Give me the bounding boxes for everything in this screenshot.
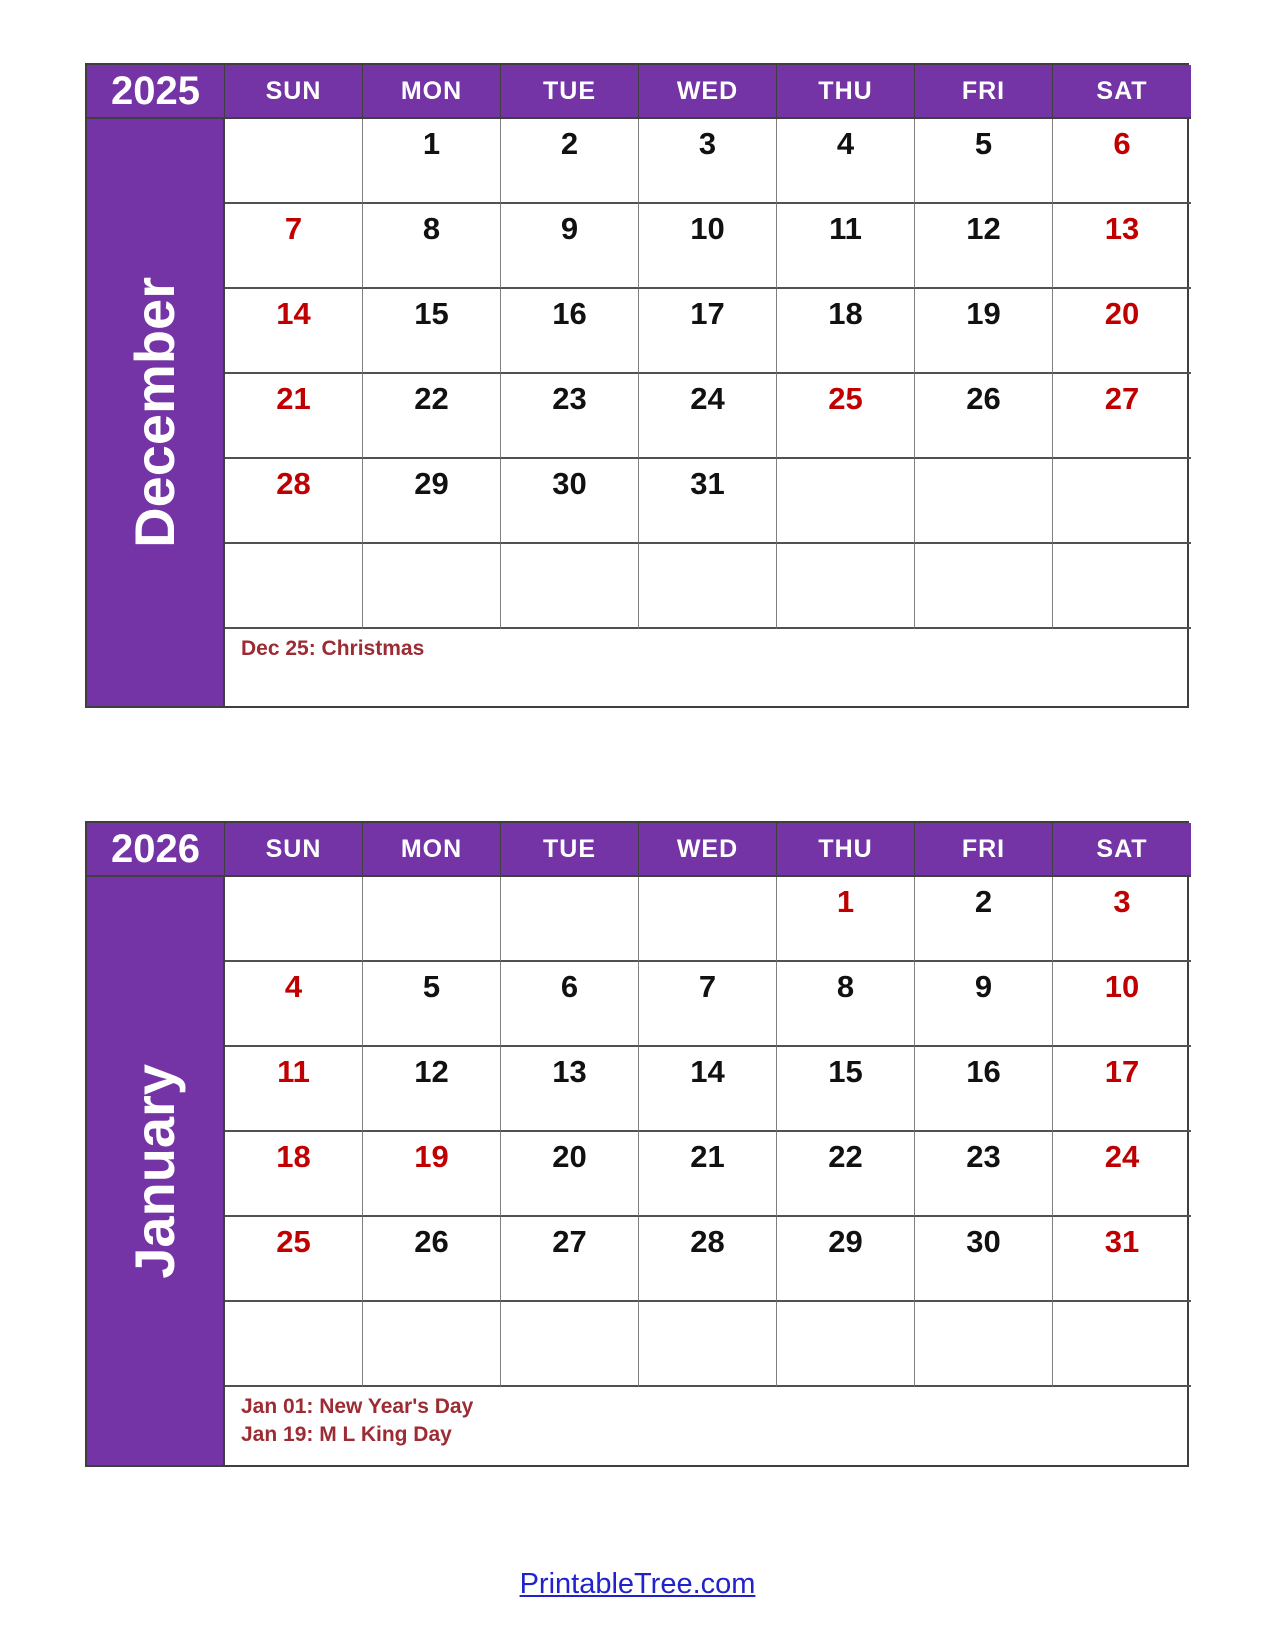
day-header-sun: SUN (225, 65, 363, 119)
day-cell: 20 (501, 1132, 639, 1217)
day-cell: 31 (639, 459, 777, 544)
day-cell: 25 (225, 1217, 363, 1302)
day-cell: 17 (1053, 1047, 1191, 1132)
year-label: 2026 (87, 823, 225, 877)
day-header-fri: FRI (915, 65, 1053, 119)
day-cell: 12 (915, 204, 1053, 289)
day-cell: 15 (363, 289, 501, 374)
day-cell: 9 (501, 204, 639, 289)
day-cell: 4 (777, 119, 915, 204)
day-cell (225, 544, 363, 629)
day-cell (1053, 1302, 1191, 1387)
day-cell: 7 (225, 204, 363, 289)
day-cell (777, 1302, 915, 1387)
day-cell: 1 (363, 119, 501, 204)
day-cell: 16 (915, 1047, 1053, 1132)
day-header-wed: WED (639, 65, 777, 119)
day-cell: 19 (363, 1132, 501, 1217)
day-cell: 3 (1053, 877, 1191, 962)
day-cell: 18 (777, 289, 915, 374)
calendar-january-2026 (85, 821, 1189, 1467)
day-cell: 23 (501, 374, 639, 459)
day-cell: 22 (777, 1132, 915, 1217)
day-cell: 6 (1053, 119, 1191, 204)
day-header-mon: MON (363, 823, 501, 877)
day-header-sun: SUN (225, 823, 363, 877)
day-cell: 2 (501, 119, 639, 204)
holiday-note: Jan 01: New Year's Day (241, 1395, 474, 1418)
day-cell: 13 (1053, 204, 1191, 289)
day-cell: 14 (639, 1047, 777, 1132)
holiday-note: Jan 19: M L King Day (241, 1423, 452, 1447)
day-cell (363, 544, 501, 629)
day-cell: 4 (225, 962, 363, 1047)
day-cell: 2 (915, 877, 1053, 962)
day-cell: 17 (639, 289, 777, 374)
day-cell: 8 (363, 204, 501, 289)
day-cell: 29 (363, 459, 501, 544)
day-cell: 9 (915, 962, 1053, 1047)
day-cell: 23 (915, 1132, 1053, 1217)
day-cell (1053, 544, 1191, 629)
day-cell: 14 (225, 289, 363, 374)
day-cell (1053, 459, 1191, 544)
day-header-thu: THU (777, 823, 915, 877)
day-cell: 7 (639, 962, 777, 1047)
day-cell (915, 459, 1053, 544)
day-cell: 20 (1053, 289, 1191, 374)
day-cell: 19 (915, 289, 1053, 374)
day-cell (225, 1302, 363, 1387)
day-cell: 11 (777, 204, 915, 289)
day-cell: 28 (639, 1217, 777, 1302)
day-cell: 27 (501, 1217, 639, 1302)
day-cell: 3 (639, 119, 777, 204)
day-cell: 15 (777, 1047, 915, 1132)
month-sidebar (87, 877, 225, 1465)
day-cell (639, 1302, 777, 1387)
day-header-tue: TUE (501, 65, 639, 119)
holiday-note: Dec 25: Christmas (241, 637, 425, 660)
day-cell (225, 119, 363, 204)
day-cell: 24 (639, 374, 777, 459)
day-header-sat: SAT (1053, 65, 1191, 119)
day-cell: 10 (639, 204, 777, 289)
day-cell: 16 (501, 289, 639, 374)
day-cell (501, 544, 639, 629)
day-cell: 12 (363, 1047, 501, 1132)
day-header-wed: WED (639, 823, 777, 877)
day-cell: 28 (225, 459, 363, 544)
day-cell: 24 (1053, 1132, 1191, 1217)
day-cell (915, 1302, 1053, 1387)
day-cell: 18 (225, 1132, 363, 1217)
day-cell: 21 (225, 374, 363, 459)
day-cell: 26 (363, 1217, 501, 1302)
day-cell: 29 (777, 1217, 915, 1302)
day-cell: 22 (363, 374, 501, 459)
day-cell (777, 544, 915, 629)
page-footer (0, 1568, 1275, 1601)
day-cell: 10 (1053, 962, 1191, 1047)
day-header-sat: SAT (1053, 823, 1191, 877)
day-cell: 13 (501, 1047, 639, 1132)
day-cell: 5 (915, 119, 1053, 204)
day-header-tue: TUE (501, 823, 639, 877)
holiday-footer (225, 629, 1191, 706)
day-cell: 25 (777, 374, 915, 459)
day-cell (501, 1302, 639, 1387)
day-cell: 11 (225, 1047, 363, 1132)
day-cell: 30 (501, 459, 639, 544)
day-cell: 30 (915, 1217, 1053, 1302)
day-cell (501, 877, 639, 962)
day-header-mon: MON (363, 65, 501, 119)
year-label: 2025 (87, 65, 225, 119)
day-cell (363, 1302, 501, 1387)
day-cell (639, 544, 777, 629)
month-name: January (123, 1063, 186, 1279)
holiday-footer (225, 1387, 1191, 1465)
day-cell (225, 877, 363, 962)
site-link[interactable]: PrintableTree.com (519, 1568, 756, 1600)
day-cell: 1 (777, 877, 915, 962)
month-name: December (123, 277, 186, 548)
month-sidebar (87, 119, 225, 706)
day-cell: 6 (501, 962, 639, 1047)
calendar-december-2025 (85, 63, 1189, 708)
day-cell: 8 (777, 962, 915, 1047)
day-header-thu: THU (777, 65, 915, 119)
day-cell (363, 877, 501, 962)
day-cell (639, 877, 777, 962)
day-cell: 31 (1053, 1217, 1191, 1302)
day-header-fri: FRI (915, 823, 1053, 877)
day-cell: 27 (1053, 374, 1191, 459)
day-cell (915, 544, 1053, 629)
day-cell (777, 459, 915, 544)
day-cell: 26 (915, 374, 1053, 459)
day-cell: 5 (363, 962, 501, 1047)
day-cell: 21 (639, 1132, 777, 1217)
